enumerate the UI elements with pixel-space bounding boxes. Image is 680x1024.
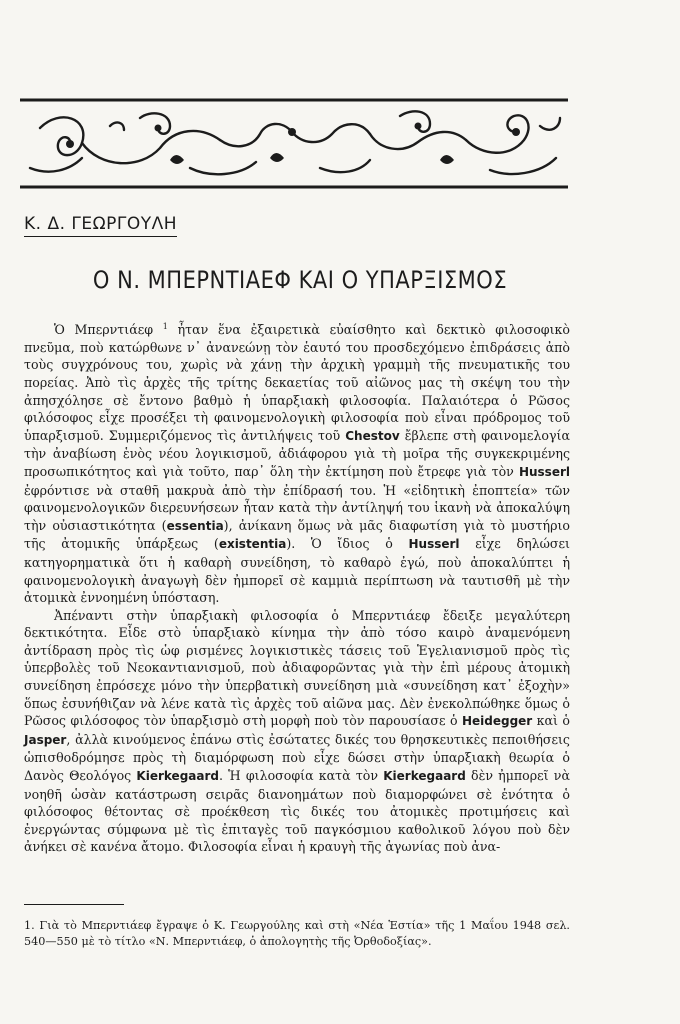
paragraph-2: Ἀπέναντι στὴν ὑπαρξιακὴ φιλοσοφία ὁ Μπερντιάεφ ἔδειξε μεγαλύτερη δεκτικότητα. Εἶδε στὸ ὑπαρξιακὸ κίνημα τὴν ἀπὸ τόσο καιρὸ ἀναμενόμενη ἀντίδραση πρὸς τὶς ὡφ ρισμένες λογικιστικὲς τάσεις τοῦ Ἑγελιανισμοῦ πρὸς τὶς ὑπερβολὲς τοῦ Νεοκαντιανισμοῦ, ποὺ ἀδιαφορῶντας γιὰ τὴν ἐπὶ μέρους ἀτομικὴ συνείδηση ἐπρόσεχε μόνο τὴν ὑπερβατικὴ συνείδηση μιὰ «συνείδηση κατ᾽ ἐξοχὴν» ὅπως ἐσυνήθιζαν νὰ λένε κατὰ τὶς ἀρχὲς τοῦ αἰῶνα μας. Δὲν ἐνεκολπώθηκε ὅμως ὁ Ρῶσος φιλόσοφος τὸν ὑπαρξισμὸ στὴ μορφὴ ποὺ τὸν παρουσίασε ὁ Heidegger καὶ ὁ Jasper, ἀλλὰ κινούμενος ἐπάνω στὶς ἐσώτατες δικές του θρησκευτικὲς πεποιθήσεις ὡπισθοδρόμησε πρὸς τὴ διαμόρφωση ποὺ εἶχε δώσει στὴν ὑπαρξιακὴ θεωρία ὁ Δανὸς Θεολόγος Kierkegaard. Ἡ φιλοσοφία κατὰ τὸν Kierkegaard δὲν ἠμπορεῖ νὰ νοηθῆ ὡσὰν κατάστρωση σειρᾶς διανοημάτων ποὺ διαμορφώνει σὲ ἑνότητα ὁ φιλόσοφος θέτοντας σὲ προέκθεση τὶς δικές του ἀτομικὲς προτιμήσεις καὶ ἐνεργώντας σύμφωνα μὲ τὶς ἐπιταγὲς τοῦ παγκόσμιου καθολικοῦ λόγου ποὺ δὲν ἀνήκει σὲ κανένα ἄτομο. Φιλοσοφία εἶναι ἡ κραυγὴ τῆς ἀγωνίας ποὺ ἀνα-	[24, 607, 570, 855]
article-body	[24, 318, 570, 856]
article-title: Ο Ν. ΜΠΕΡΝΤΙΑΕΦ ΚΑΙ Ο ΥΠΑΡΞΙΣΜΟΣ	[92, 266, 508, 294]
footnote-marker: 1	[162, 322, 168, 331]
decorative-header-ornament	[20, 98, 568, 190]
paragraph-1: Ὁ Μπερντιάεφ $^1$ ἦταν ἕνα ἐξαιρετικὰ εὐαίσθητο καὶ δεκτικὸ φιλοσοφικὸ πνεῦμα, ποὺ κατώρθωνε ν᾽ ἀνανεώνῃ τὸν ἑαυτό του προσδεχόμενο ἐπιδράσεις ἀπὸ τοὺς συγχρόνους του, χωρὶς νὰ χάνῃ τὴν ἀρχικὴ γραμμὴ τῆς πνευματικῆς του πορείας. Ἀπὸ τὶς ἀρχὲς τῆς τρίτης δεκαετίας τοῦ αἰῶνος μας τὴ σκέψη του τὴν ἀπησχόλησε σὲ ἔντονο βαθμὸ ἡ ὑπαρξιακὴ φιλοσοφία. Παλαιότερα ὁ Ρῶσος φιλόσοφος εἶχε προσέξει τὴ φαινομενολογικὴ φιλοσοφία ποὺ εἶναι πρόδρομος τοῦ ὑπαρξισμοῦ. Συμμεριζόμενος τὶς ἀντιλήψεις τοῦ Chestov ἔβλεπε στὴ φαινομελογία τὴν ἀναβίωση ἑνὸς νέου λογικισμοῦ, ἀδιάφορου γιὰ τὴ μοῖρα τῆς συγκεκριμένης προσωπικότητος καὶ γιὰ τοῦτο, παρ᾽ ὅλη τὴν ἐκτίμηση ποὺ ἔτρεφε γιὰ τὸν Husserl ἐφρόντισε νὰ σταθῆ μακρυὰ ἀπὸ τὴν ἐπίδρασή του. Ἡ «εἰδητικὴ ἐποπτεία» τῶν φαινομενολογικῶν διερευνήσεων ἦταν κατὰ τὴν ἀντίληψή του ἱκανὴ νὰ ἀποκαλύψη τὴν οὐσιαστικότητα (essentia), ἀνίκανη ὅμως νὰ μᾶς διαφωτίση γιὰ τὸ μυστήριο τῆς ἀτομικῆς ὑπάρξεως (existentia). Ὁ ἴδιος ὁ Husserl εἶχε δηλώσει κατηγορηματικὰ ὅτι ἡ καθαρὴ συνείδηση, τὸ καθαρὸ ἐγώ, ποὺ ἀποκαλύπτει ἡ φαινομενολογικὴ ἀναγωγὴ δὲν ἠμπορεῖ σὲ καμμιὰ περίπτωση νὰ ταυτισθῆ μὲ τὴν ἀτομικὰ ἐννοημένη ὑπόσταση.	[24, 322, 570, 606]
name-husserl: Husserl	[518, 464, 570, 479]
name-kierkegaard: Kierkegaard	[383, 769, 466, 784]
author-name: Κ. Δ. ΓΕΩΡΓΟΥΛΗ	[24, 214, 177, 237]
name-jasper: Jasper	[24, 732, 67, 747]
name-chestov: Chestov	[345, 428, 400, 443]
term-existentia: existentia	[218, 537, 287, 552]
footnote: 1. Γιὰ τὸ Μπερντιάεφ ἔγραψε ὁ Κ. Γεωργούλης καὶ στὴ «Νέα Ἑστία» τῆς 1 Μαΐου 1948 σελ. 540—550 μὲ τὸ τίτλο «Ν. Μπερντιάεφ, ὁ ἀπολογητὴς τῆς Ὀρθοδοξίας».	[24, 919, 570, 948]
name-heidegger: Heidegger	[461, 714, 533, 729]
name-kierkegaard: Kierkegaard	[136, 769, 219, 784]
name-husserl: Husserl	[408, 537, 460, 552]
footnote-divider	[24, 904, 124, 905]
term-essentia: essentia	[166, 518, 224, 533]
